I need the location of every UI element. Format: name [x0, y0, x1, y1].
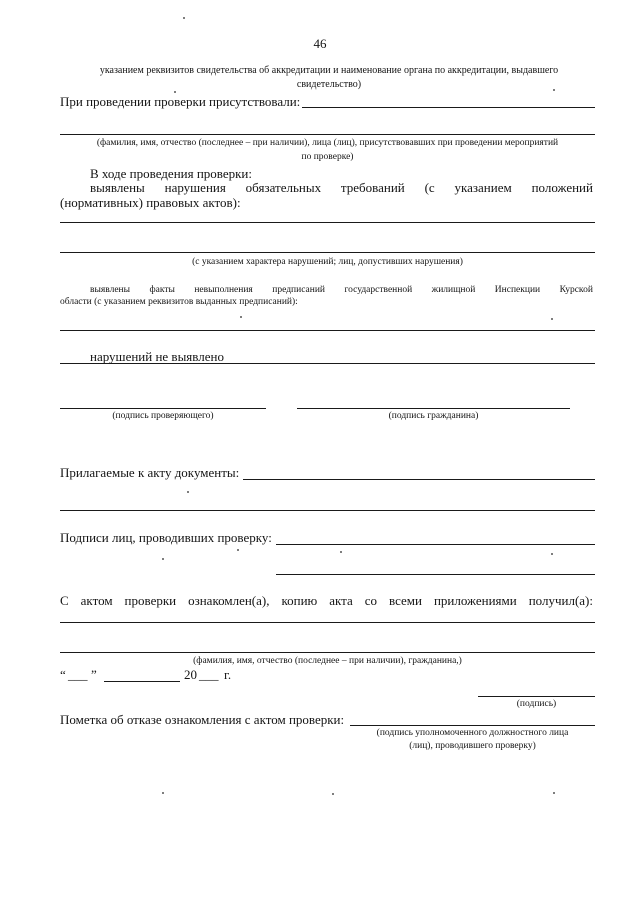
word: Курской — [559, 285, 593, 295]
word: положений — [531, 180, 593, 195]
present-caption-line2: по проверке) — [301, 152, 354, 162]
date-quote-open: “ — [60, 667, 66, 682]
attached-documents-fill-line — [243, 479, 595, 480]
prescriptions-line2: области (с указанием реквизитов выданных предписаний): — [60, 297, 298, 307]
inspectors-signatures-label: Подписи лиц, проводивших проверку: — [60, 530, 272, 545]
word: получил(а): — [528, 593, 593, 608]
word: государственной — [344, 285, 413, 295]
date-year-blank: ___ — [199, 667, 219, 682]
word: нарушения — [164, 180, 226, 195]
word: акта — [329, 593, 353, 608]
word: жилищной — [431, 285, 476, 295]
citizen-signature-line — [297, 408, 570, 409]
word: невыполнения — [194, 285, 253, 295]
word: указанием — [454, 180, 512, 195]
word: копию — [281, 593, 318, 608]
word: С — [60, 593, 69, 608]
violations-caption: (с указанием характера нарушений; лиц, допустивших нарушения) — [192, 257, 463, 267]
refusal-label: Пометка об отказе ознакомления с актом проверки: — [60, 712, 345, 727]
word: факты — [149, 285, 175, 295]
no-violations-line — [60, 363, 595, 364]
scan-speck — [551, 553, 553, 555]
inspection-heading: В ходе проведения проверки: — [90, 166, 253, 181]
inspectors-signatures-line-2 — [276, 574, 595, 575]
word: обязательных — [245, 180, 322, 195]
date-month-line — [104, 681, 180, 682]
refusal-caption-line1: (подпись уполномоченного должностного лица — [376, 728, 569, 738]
word: всеми — [389, 593, 422, 608]
scan-speck — [162, 792, 164, 794]
word: Инспекции — [494, 285, 541, 295]
scan-speck — [174, 91, 176, 93]
present-blank-line — [60, 134, 595, 135]
word: (с — [424, 180, 435, 195]
attached-documents-blank-line — [60, 510, 595, 511]
scan-speck — [332, 793, 334, 795]
inspectors-signatures-line-1 — [276, 544, 595, 545]
word: выявлены — [90, 180, 145, 195]
scan-speck — [183, 17, 185, 19]
violations-blank-line-1 — [60, 222, 595, 223]
word: актом — [80, 593, 113, 608]
word: приложениями — [433, 593, 517, 608]
violations-line1 — [90, 181, 593, 194]
refusal-caption-line2: (лиц), проводившего проверку) — [409, 741, 536, 751]
date-day-blank: ___ — [68, 667, 88, 682]
violations-line2: (нормативных) правовых актов): — [60, 195, 241, 210]
date-year-suffix: г. — [224, 667, 232, 682]
prescriptions-blank-line — [60, 330, 595, 331]
accreditation-note-line1: указанием реквизитов свидетельства об аккредитации и наименование органа по аккредитации, выдавшего — [99, 65, 559, 76]
refusal-fill-line — [350, 725, 595, 726]
scan-speck — [237, 549, 239, 551]
word: требований — [340, 180, 405, 195]
violations-blank-line-2 — [60, 252, 595, 253]
inspector-signature-line — [60, 408, 266, 409]
word: выявлены — [90, 285, 131, 295]
prescriptions-line1 — [90, 286, 593, 296]
citizen-signature-caption: (подпись гражданина) — [388, 411, 479, 421]
word: ознакомлен(а), — [188, 593, 270, 608]
accreditation-note-line2: свидетельство) — [296, 79, 362, 90]
scan-speck — [553, 792, 555, 794]
acquainted-caption: (фамилия, имя, отчество (последнее – при наличии), гражданина,) — [193, 656, 462, 666]
present-label: При проведении проверки присутствовали: — [60, 94, 301, 109]
date-quote-close: ” — [91, 667, 97, 682]
scan-speck — [340, 551, 342, 553]
present-caption-line1: (фамилия, имя, отчество (последнее – при наличии), лица (лиц), присутствовавших при проведении мероприятий — [96, 138, 559, 148]
scan-speck — [551, 318, 553, 320]
no-violations-text: нарушений не выявлено — [90, 349, 224, 364]
acquainted-blank-line-2 — [60, 652, 595, 653]
word: предписаний — [272, 285, 325, 295]
scan-speck — [162, 558, 164, 560]
acquainted-signature-line — [478, 696, 595, 697]
word: со — [364, 593, 378, 608]
attached-documents-label: Прилагаемые к акту документы: — [60, 465, 240, 480]
scan-speck — [187, 491, 189, 493]
date-year-prefix: 20 — [184, 667, 197, 682]
present-fill-line — [302, 107, 595, 108]
acquainted-statement — [60, 594, 593, 607]
page-number: 46 — [313, 36, 327, 51]
word: проверки — [124, 593, 177, 608]
inspector-signature-caption: (подпись проверяющего) — [112, 411, 214, 421]
acquainted-blank-line-1 — [60, 622, 595, 623]
scan-speck — [553, 89, 555, 91]
scan-speck — [240, 316, 242, 318]
acquainted-signature-caption: (подпись) — [516, 699, 557, 709]
